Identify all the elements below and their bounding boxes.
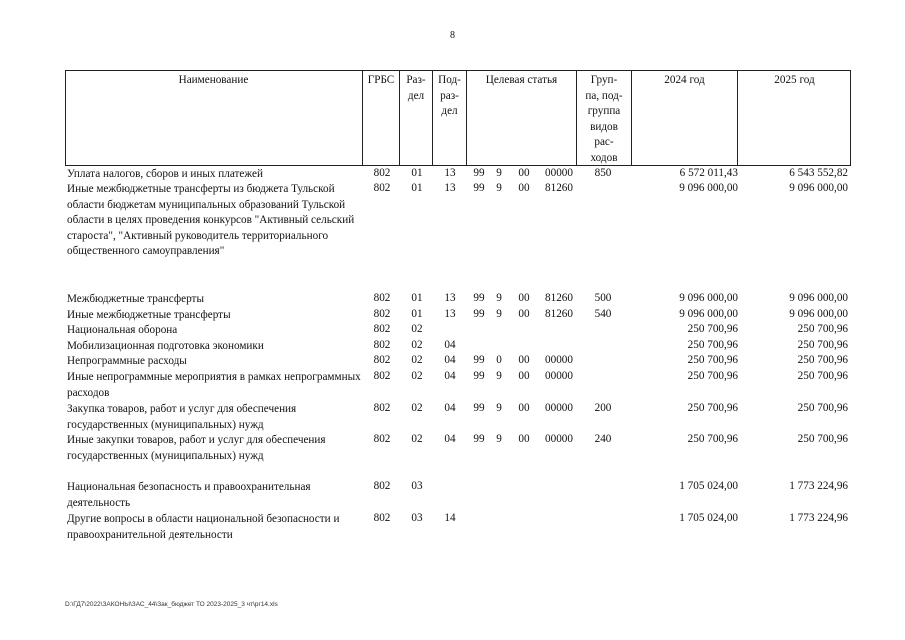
cell-grbs: 802 — [373, 167, 391, 179]
cell-rz: 02 — [411, 433, 423, 445]
header-2025: 2025 год — [737, 70, 851, 165]
cell-t4: 81260 — [545, 308, 573, 320]
cell-y2024: 250 700,96 — [687, 354, 738, 366]
page-number: 8 — [450, 30, 455, 41]
cell-grbs: 802 — [373, 182, 391, 194]
cell-t1: 99 — [473, 370, 485, 382]
cell-t2: 9 — [496, 370, 502, 382]
cell-t3: 00 — [518, 308, 530, 320]
cell-t3: 00 — [518, 167, 530, 179]
cell-t1: 99 — [473, 354, 485, 366]
cell-vr: 500 — [594, 292, 612, 304]
cell-vr: 200 — [594, 402, 612, 414]
header-podrazdel: Под- раз- дел — [432, 70, 466, 165]
cell-y2024: 250 700,96 — [687, 323, 738, 335]
cell-y2025: 250 700,96 — [797, 323, 848, 335]
cell-t2: 9 — [496, 182, 502, 194]
cell-y2025: 250 700,96 — [797, 433, 848, 445]
cell-t1: 99 — [473, 182, 485, 194]
cell-grbs: 802 — [373, 354, 391, 366]
cell-y2025: 250 700,96 — [797, 339, 848, 351]
cell-grbs: 802 — [373, 512, 391, 524]
row-name: Закупка товаров, работ и услуг для обеспечения государственных (муниципальных) нужд — [67, 403, 297, 431]
cell-t4: 00000 — [545, 370, 573, 382]
cell-pr: 13 — [444, 308, 456, 320]
cell-grbs: 802 — [373, 433, 391, 445]
cell-t2: 0 — [496, 354, 502, 366]
cell-t3: 00 — [518, 354, 530, 366]
cell-pr: 13 — [444, 292, 456, 304]
header-razdel: Раз- дел — [399, 70, 432, 165]
cell-t2: 9 — [496, 433, 502, 445]
header-name: Наименование — [178, 74, 249, 86]
row-name: Межбюджетные трансферты — [67, 293, 204, 305]
cell-pr: 04 — [444, 433, 456, 445]
cell-rz: 01 — [411, 167, 423, 179]
row-name: Другие вопросы в области национальной безопасности и правоохранительной деятельности — [67, 513, 340, 541]
cell-t4: 81260 — [545, 292, 573, 304]
cell-t1: 99 — [473, 308, 485, 320]
cell-rz: 02 — [411, 370, 423, 382]
cell-y2024: 250 700,96 — [687, 339, 738, 351]
row-name: Непрограммные расходы — [67, 355, 187, 367]
cell-y2024: 9 096 000,00 — [679, 182, 738, 194]
row-name: Национальная оборона — [67, 324, 178, 336]
cell-t2: 9 — [496, 308, 502, 320]
cell-t3: 00 — [518, 370, 530, 382]
header-2024: 2024 год — [631, 70, 737, 165]
row-name: Иные закупки товаров, работ и услуг для обеспечения государственных (муниципальных) нужд — [67, 434, 326, 462]
cell-t4: 00000 — [545, 167, 573, 179]
cell-y2024: 9 096 000,00 — [679, 292, 738, 304]
cell-vr: 240 — [594, 433, 612, 445]
cell-rz: 03 — [411, 512, 423, 524]
cell-t1: 99 — [473, 292, 485, 304]
cell-y2025: 9 096 000,00 — [789, 182, 848, 194]
header-grbs: ГРБС — [362, 70, 399, 165]
cell-t4: 81260 — [545, 182, 573, 194]
cell-grbs: 802 — [373, 339, 391, 351]
cell-pr: 04 — [444, 402, 456, 414]
cell-grbs: 802 — [373, 480, 391, 492]
row-name: Иные непрограммные мероприятия в рамках непрограммных расходов — [67, 371, 361, 399]
cell-y2025: 9 096 000,00 — [789, 292, 848, 304]
cell-t4: 00000 — [545, 354, 573, 366]
cell-vr: 850 — [594, 167, 612, 179]
cell-t3: 00 — [518, 292, 530, 304]
cell-y2024: 1 705 024,00 — [679, 480, 738, 492]
cell-y2024: 1 705 024,00 — [679, 512, 738, 524]
cell-pr: 13 — [444, 182, 456, 194]
cell-grbs: 802 — [373, 323, 391, 335]
cell-grbs: 802 — [373, 402, 391, 414]
cell-y2024: 250 700,96 — [687, 370, 738, 382]
cell-grbs: 802 — [373, 292, 391, 304]
cell-y2024: 250 700,96 — [687, 433, 738, 445]
cell-t3: 00 — [518, 402, 530, 414]
cell-rz: 02 — [411, 339, 423, 351]
cell-rz: 02 — [411, 354, 423, 366]
cell-rz: 03 — [411, 480, 423, 492]
cell-pr: 04 — [444, 339, 456, 351]
cell-pr: 04 — [444, 354, 456, 366]
cell-t4: 00000 — [545, 433, 573, 445]
cell-t3: 00 — [518, 433, 530, 445]
row-name: Национальная безопасность и правоохранительная деятельность — [67, 481, 311, 509]
cell-y2025: 250 700,96 — [797, 354, 848, 366]
table-header-cells — [65, 70, 851, 165]
cell-t3: 00 — [518, 182, 530, 194]
cell-t1: 99 — [473, 402, 485, 414]
cell-y2025: 6 543 552,82 — [789, 167, 848, 179]
row-name: Иные межбюджетные трансферты — [67, 309, 231, 321]
cell-vr: 540 — [594, 308, 612, 320]
cell-y2025: 9 096 000,00 — [789, 308, 848, 320]
cell-y2025: 250 700,96 — [797, 370, 848, 382]
row-name: Уплата налогов, сборов и иных платежей — [67, 168, 263, 180]
row-name: Иные межбюджетные трансферты из бюджета Тульской области бюджетам муниципальных образований Тульской области в целях проведения конкурсов "Активный сельский староста", "Активный руководитель территориального общественного самоуправления" — [67, 183, 355, 258]
cell-t2: 9 — [496, 167, 502, 179]
cell-t4: 00000 — [545, 402, 573, 414]
cell-t2: 9 — [496, 292, 502, 304]
cell-pr: 13 — [444, 167, 456, 179]
header-target: Целевая статья — [466, 70, 576, 165]
cell-pr: 04 — [444, 370, 456, 382]
cell-y2025: 1 773 224,96 — [789, 480, 848, 492]
cell-y2024: 9 096 000,00 — [679, 308, 738, 320]
cell-t1: 99 — [473, 167, 485, 179]
header-group: Груп- па, под- группа видов рас- ходов — [576, 70, 631, 165]
cell-rz: 01 — [411, 182, 423, 194]
cell-rz: 02 — [411, 402, 423, 414]
cell-y2025: 1 773 224,96 — [789, 512, 848, 524]
cell-t1: 99 — [473, 433, 485, 445]
file-path: D:\ГД7\2022\ЗАКОНЫ\ЗАС_44\Зак_бюджет ТО 2023-2025_3 чт\рг14.xls — [65, 601, 278, 608]
cell-y2025: 250 700,96 — [797, 402, 848, 414]
cell-y2024: 6 572 011,43 — [679, 167, 738, 179]
cell-rz: 01 — [411, 292, 423, 304]
cell-rz: 02 — [411, 323, 423, 335]
cell-y2024: 250 700,96 — [687, 402, 738, 414]
cell-grbs: 802 — [373, 370, 391, 382]
row-name: Мобилизационная подготовка экономики — [67, 340, 264, 352]
cell-grbs: 802 — [373, 308, 391, 320]
cell-rz: 01 — [411, 308, 423, 320]
cell-t2: 9 — [496, 402, 502, 414]
cell-pr: 14 — [444, 512, 456, 524]
